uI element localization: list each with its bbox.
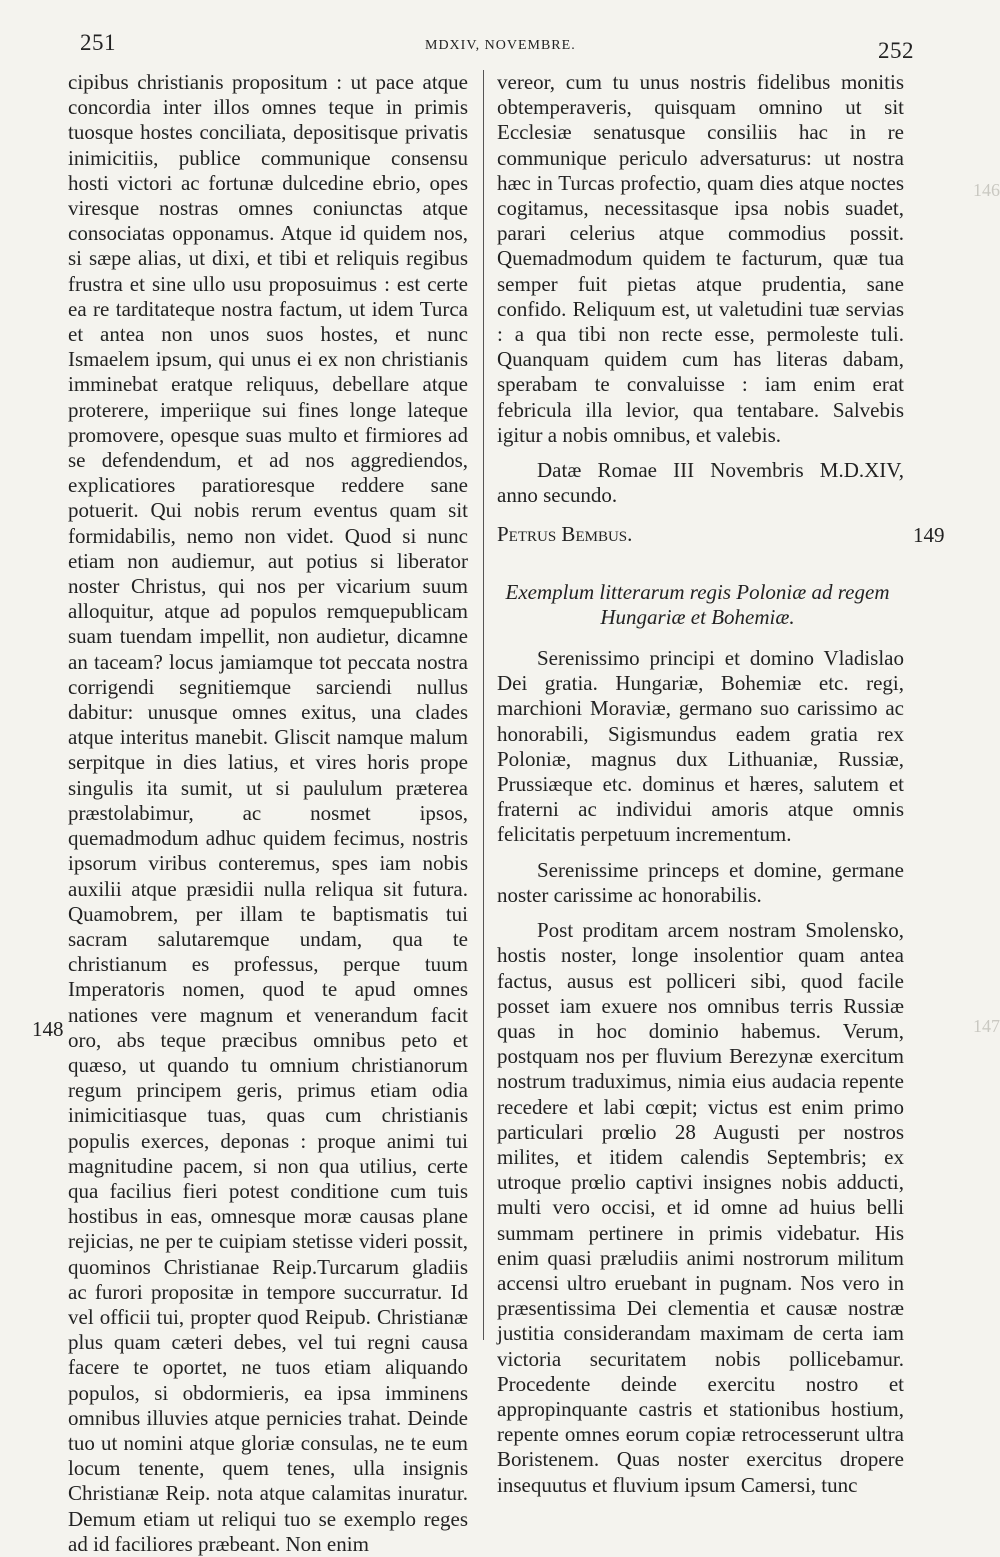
heading-line-2: Hungariæ et Bohemiæ. [600,604,795,629]
letter-heading [497,580,904,630]
column-divider [483,70,484,1340]
body-paragraph: Post proditam arcem nostram Smolensko, hostis noster, longe insolentior quam antea factus, ausus est polliceri sibi, quod facile posset iam exuere nos omnibus terris Russiæ quas in hoc dominio habemus. Verum, postquam nos per fluvium Berezynæ exercitum nostrum traduximus, nimia eius audacia repente recedere et labi cœpit; victus est enim primo particulari prœlio 28 Augusti per nostros milites, et itidem calendis Septembris; ex utroque prœlio captivi insignes nobis adducti, multi vero occisi, et id omne ad huius belli summam pertinere in primis videbatur. His enim quasi præludiis animi nostrorum militum accensi ultro eruebant in pugnam. Nos vero in præsentissima Dei clementia et causæ nostræ justitia considerandam maximam de certa iam victoria securitatem nobis pollicebamur. Procedente deinde exercitu nostro et appropinquante castris et stationibus hostium, repente omnes eorum copiæ retrocesserunt ultra Boristenem. Quas noster exercitus dropere insequutus et fluvium ipsum Camersi, tunc [497,918,904,1497]
bleed-through-mark-2: 147 [973,1016,1000,1036]
left-column-text: cipibus christianis propositum : ut pace atque concordia inter illos omnes teque in primis tuosque hostes conciliata, depositisque privatis inimicitiis, publice communique consensu hosti victori ac fortunæ dulcedine ebrio, opes viresque nostras omnes coniunctas atque consociatas opponamus. Atque id quidem nos, si sæpe alias, ut dixi, et tibi et reliquis regibus frustra et sine ullo usu proposuimus : est certe ea re tarditateque nostra factum, ut idem Turca et antea non unos suos hostes, et nunc Ismaelem ipsum, qui unus ei ex non christianis imminebat eratque reliquus, debellare atque proterere, imperiique sui fines longe lateque promovere, opesque suas multo et firmiores ad se defendendum, et ad nos aggrediendos, explicatiores paratioresque reddere sane potuerit. Qui nobis rerum eventus quam sit formidabilis, nemo non videt. Quod si nunc etiam non audiemur, aut potius si liberator noster Christus, qui nos per vicarium suum alloquitur, atque ad populos remquepublicam suam tuendam impellit, non audietur, dicamne an taceam? locus jamiamque tot peccata nostra corrigendi segnitiemque sarciendi nullus dabitur: unusque omnes exitus, una clades atque interitus manebit. Gliscit namque malum serpitque in dies latius, et vires horis prope singulis ita sumit, ut si paululum præterea præstolabimur, ac nosmet ipsos, quemadmodum adhuc quidem fecimus, nostris ipsorum viribus conteremus, spes iam nobis auxilii atque præsidii nulla reliqua sit futura. Quamobrem, per illam te baptismatis tui sacram salutaremque undam, qua te christianum es professus, perque tuum Imperatoris nomen, quod te apud omnes nationes vere magnum et venerandum facit oro, abs teque præcibus omnibus peto et quæso, ut quando tu omnium christianorum regum principem geris, primus etiam odia inimicitiasque tuas, quas cum christianis populis exerces, deponas : proque animi tui magnitudine pacem, si non qua utilius, certe qua facilius fieri potest conditione cum tuis hostibus in eas, omnesque moræ causas plane rejicias, ne per te cuipiam stetisse videri possit, quominos Christianae Reip.Turcarum gladiis ac furori propositæ in tempore succurratur. Id vel officii tui, propter quod Reipub. Christianæ plus quam cæteri debes, vel tui regni causa facere te oportet, ne tuos etiam aliquando populos, si obdormieris, ea ipsa imminens omnibus illuvies atque pernicies trahat. Deinde tuo ut nomini atque gloriæ consulas, ne te eum locum tenente, quem tenes, ulla insignis Christianæ Reip. nota atque calamitas inuratur. Demum etiam ut reliqui tuo se exemplo reges ad id faciliores præbeant. Non enim [68,70,468,1556]
address-paragraph: Serenissime princeps et domine, germane noster carissime ac honorabilis. [497,857,904,907]
bleed-through-mark-1: 146 [973,180,1000,200]
page-header [0,30,1000,66]
heading-line-1: Exemplum litterarum regis Poloniæ ad regem [505,579,890,604]
page-number-left: 251 [80,30,116,55]
running-title: MDXIV, NOVEMBRE. [425,38,576,53]
margin-number-148: 148 [32,1017,64,1041]
margin-number-149: 149 [913,523,945,547]
dateline: Datæ Romae III Novembris M.D.XIV, anno secundo. [497,458,904,508]
signature: Petrus Bembus. [497,522,633,547]
right-column [497,70,904,1498]
page-number-right: 252 [878,38,914,63]
salutation-paragraph: Serenissimo principi et domino Vladislao Dei gratia. Hungariæ, Bohemiæ etc. regi, marchioni Moraviæ, germano suo carissimo ac honorabili, Sigismundus eadem gratia rex Poloniæ, magnus dux Lithuaniæ, Russiæ, Prussiæque etc. dominus et hæres, salutem et fraterni ac individui amoris atque omnis felicitatis perpetuum incrementum. [497,646,904,847]
letter-closing-paragraph: vereor, cum tu unus nostris fidelibus monitis obtemperaveris, quisquam omnino ut sit Ecclesiæ senatusque consiliis hac in re communique periculo adversaturus: ut nostra hæc in Turcas profectio, quam dies atque noctes cogitamus, necessitasque ipsa nobis suadet, parari celerius atque commodius possit. Quemadmodum quidem te facturum, quæ tua semper fuit pietas atque prudentia, sane confido. Reliquum est, ut valetudini tuæ servias : a qua tibi non recte esse, permoleste tuli. Quanquam quidem cum has literas dabam, sperabam te convaluisse : iam enim erat febricula illa levior, qua tentabare. Salvebis igitur a nobis omnibus, et valebis. [497,70,904,447]
left-column [68,70,468,1557]
